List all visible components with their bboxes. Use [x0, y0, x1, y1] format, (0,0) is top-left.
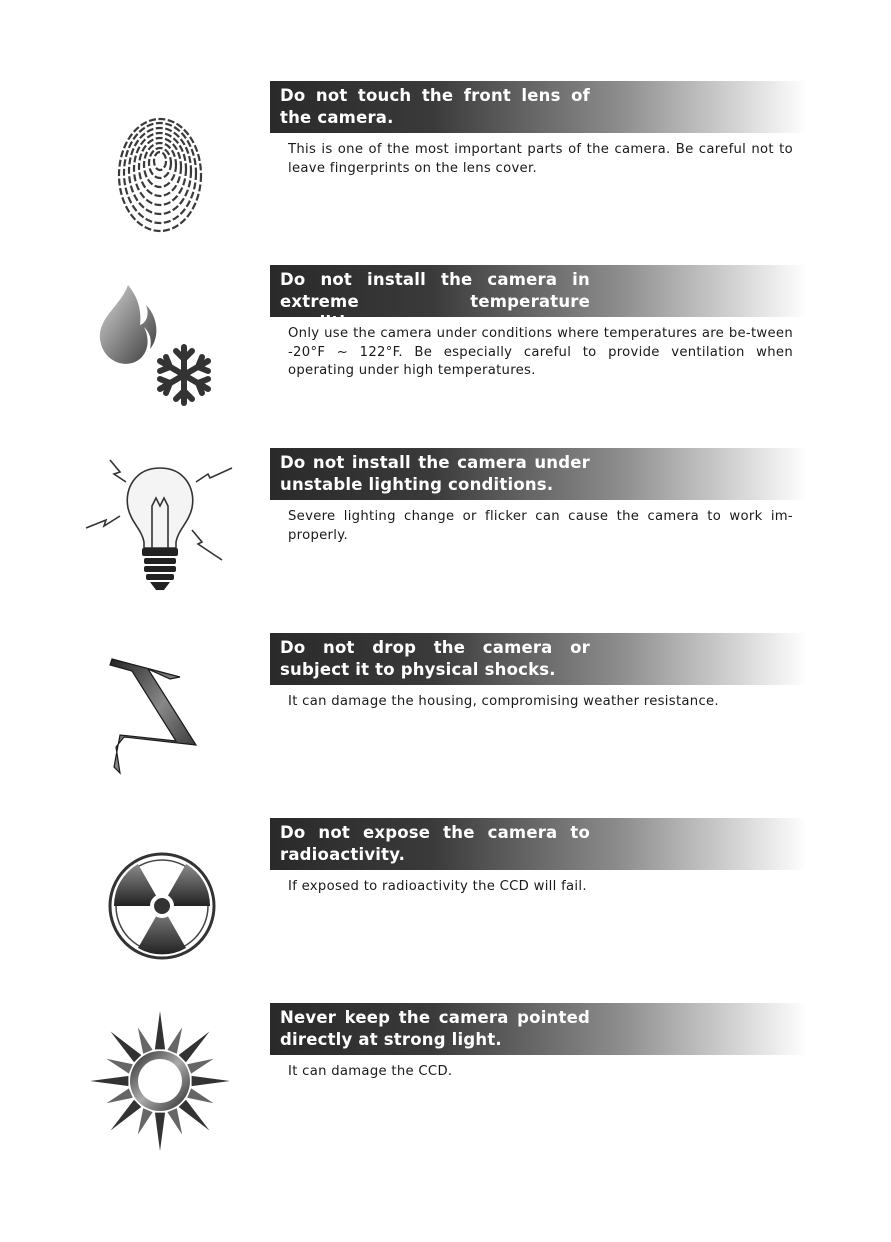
section-heading — [270, 633, 807, 685]
warning-section-radioactivity — [0, 818, 891, 988]
heading-text: Do not install the camera in extreme temperature conditions. — [280, 270, 590, 332]
fingerprint-icon — [80, 103, 240, 253]
section-heading — [270, 1003, 807, 1055]
sun-ray — [90, 1076, 128, 1086]
sun-ray — [106, 1088, 132, 1103]
flame-snowflake-icon — [80, 277, 240, 427]
sun-ray — [111, 1032, 142, 1063]
radiation-icon — [80, 838, 240, 988]
sun-ray — [106, 1059, 132, 1074]
section-heading — [270, 448, 807, 500]
warning-section-shock — [0, 633, 891, 803]
sun-ray — [167, 1108, 182, 1134]
sun-ray — [187, 1088, 213, 1103]
section-heading — [270, 818, 807, 870]
section-body: It can damage the housing, compromising weather resistance. — [288, 694, 719, 709]
heading-text: Do not drop the camera or subject it to physical shocks. — [280, 638, 590, 679]
lightning-bolt-icon — [80, 655, 240, 805]
sun-ray — [179, 1032, 210, 1063]
heading-text: Do not expose the camera to radioactivity. — [280, 823, 590, 864]
warning-section-lighting — [0, 448, 891, 618]
section-heading — [270, 81, 807, 133]
sun-ray — [179, 1100, 210, 1131]
sun-ray — [138, 1108, 153, 1134]
sun-ray — [192, 1076, 230, 1086]
warning-section-strong-light — [0, 1003, 891, 1173]
warning-section-temperature — [0, 265, 891, 435]
sun-ray — [138, 1027, 153, 1053]
section-heading — [270, 265, 807, 332]
warning-section-lens — [0, 81, 891, 251]
sun-ray — [167, 1027, 182, 1053]
section-body: Severe lighting change or flicker can cause the camera to work im-properly. — [288, 509, 793, 543]
section-body: This is one of the most important parts of the camera. Be careful not to leave fingerprints on the lens cover. — [288, 142, 793, 176]
section-body: If exposed to radioactivity the CCD will fail. — [288, 879, 587, 894]
sun-ray — [155, 1011, 165, 1049]
section-body: It can damage the CCD. — [288, 1064, 453, 1079]
sun-ray — [155, 1113, 165, 1151]
heading-text: Do not touch the front lens of the camera. — [280, 86, 590, 127]
heading-text: Do not install the camera under unstable lighting conditions. — [280, 453, 590, 494]
section-body: Only use the camera under conditions where temperatures are be-tween -20°F ~ 122°F. Be especially careful to provide ventilation when operating under high temperatures. — [288, 326, 793, 378]
sun-ray — [187, 1059, 213, 1074]
sun-ray — [111, 1100, 142, 1131]
sun-icon — [80, 1009, 240, 1159]
light-bulb-icon — [80, 456, 240, 606]
heading-text: Never keep the camera pointed directly at strong light. — [280, 1008, 590, 1049]
